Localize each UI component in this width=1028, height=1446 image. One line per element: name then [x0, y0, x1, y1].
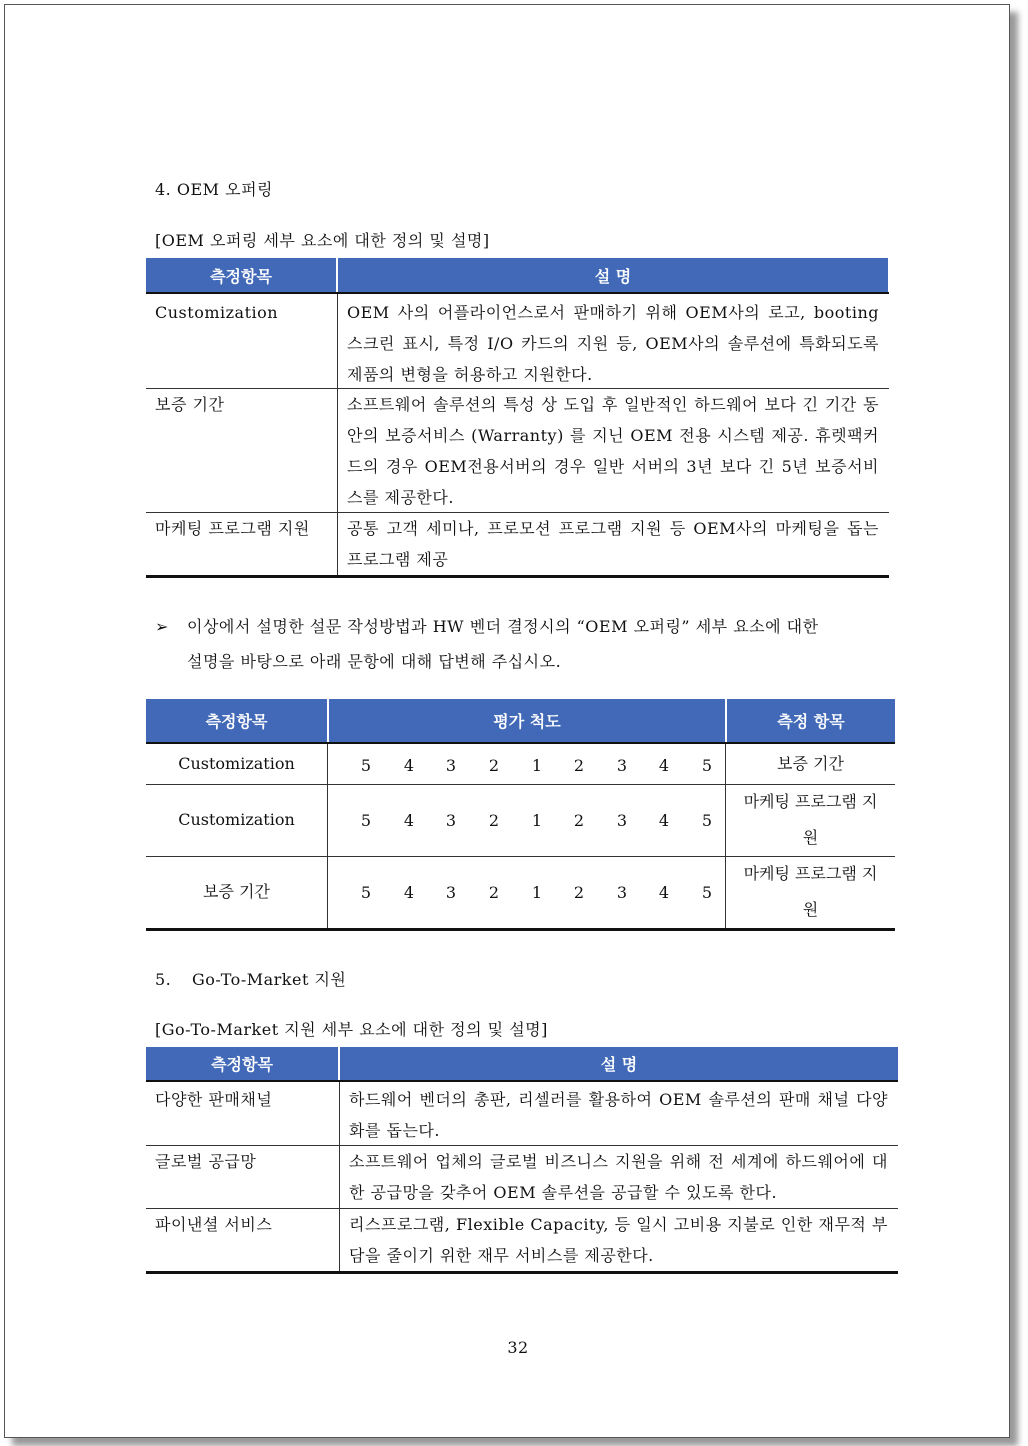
scale-point-3[interactable]: 3 — [616, 756, 628, 775]
scale-point-3[interactable]: 3 — [616, 811, 628, 830]
table-header-item: 측정항목 — [146, 258, 336, 292]
table-cell-desc: 소프트웨어 솔루션의 특성 상 도입 후 일반적인 하드웨어 보다 긴 기간 동안의 보증서비스 (Warranty) 를 지닌 OEM 전용 시스템 제공. 휴렛팩커드의 경우 OEM전용서버의 경우 일반 서버의 3년 보다 긴 5년 보증서비스를 제공한다. — [347, 395, 879, 507]
table-cell-desc: 소프트웨어 업체의 글로벌 비즈니스 지원을 위해 전 세계에 하드웨어에 대한 공급망을 갖추어 OEM 솔루션을 공급할 수 있도록 한다. — [349, 1152, 888, 1202]
table-header-desc: 설 명 — [340, 1047, 898, 1080]
eval-row-left: Customization — [178, 754, 295, 773]
eval-row-right: 보증 기간 — [777, 754, 844, 773]
column-divider — [339, 1082, 340, 1271]
scale-point-5[interactable]: 5 — [701, 883, 713, 902]
scale-point-3[interactable]: 3 — [445, 811, 457, 830]
page-number: 32 — [507, 1338, 529, 1357]
scale-point-4[interactable]: 4 — [658, 756, 670, 775]
table-cell-item: 마케팅 프로그램 지원 — [155, 519, 310, 538]
section-5-table-caption: [Go-To-Market 지원 세부 요소에 대한 정의 및 설명] — [155, 1020, 548, 1039]
table-header-desc: 설 명 — [338, 258, 888, 292]
section-4-table-caption: [OEM 오퍼링 세부 요소에 대한 정의 및 설명] — [155, 231, 490, 250]
table-cell-desc: 리스프로그램, Flexible Capacity, 등 일시 고비용 지불로 인한 재무적 부담을 줄이기 위한 재무 서비스를 제공한다. — [349, 1215, 888, 1265]
header-rule — [146, 1080, 898, 1082]
scale-point-1[interactable]: 1 — [531, 756, 543, 775]
scale-point-5[interactable]: 5 — [701, 811, 713, 830]
header-rule — [146, 292, 889, 294]
eval-bottom-rule — [146, 928, 895, 931]
scale-point-5[interactable]: 5 — [701, 756, 713, 775]
scale-point-4[interactable]: 4 — [658, 883, 670, 902]
scale-point-5[interactable]: 5 — [360, 756, 372, 775]
table-cell-item: 파이낸셜 서비스 — [155, 1215, 273, 1234]
table-bottom-rule — [146, 575, 889, 578]
section-5-heading-number: 5. — [155, 970, 172, 989]
table-cell-desc: OEM 사의 어플라이언스로서 판매하기 위해 OEM사의 로고, booting 스크린 표시, 특정 I/O 카드의 지원 등, OEM사의 솔루션에 특화되도록 제품의 변형을 허용하고 지원한다. — [347, 303, 879, 384]
eval-header-rule — [146, 742, 895, 744]
scale-point-4[interactable]: 4 — [403, 811, 415, 830]
table-cell-item: Customization — [155, 303, 279, 322]
scale-point-3[interactable]: 3 — [445, 756, 457, 775]
scale-point-2[interactable]: 2 — [573, 756, 585, 775]
table-cell-item: 보증 기간 — [155, 395, 225, 414]
table-cell-item: 다양한 판매채널 — [155, 1090, 273, 1109]
scale-point-5[interactable]: 5 — [360, 883, 372, 902]
scale-point-5[interactable]: 5 — [360, 811, 372, 830]
scale-point-2[interactable]: 2 — [488, 756, 500, 775]
bullet-arrow-icon: ➢ — [155, 617, 169, 636]
eval-header-right: 측정 항목 — [727, 699, 895, 742]
table-cell-item: 글로벌 공급망 — [155, 1152, 257, 1171]
scale-point-2[interactable]: 2 — [573, 883, 585, 902]
table-bottom-rule — [146, 1271, 898, 1274]
instruction-line-2: 설명을 바탕으로 아래 문항에 대해 답변해 주십시오. — [187, 652, 562, 671]
scale-point-2[interactable]: 2 — [488, 883, 500, 902]
eval-header-left: 측정항목 — [146, 699, 327, 742]
scale-point-4[interactable]: 4 — [403, 756, 415, 775]
scale-point-1[interactable]: 1 — [531, 883, 543, 902]
table-cell-desc: 하드웨어 벤더의 총판, 리셀러를 활용하여 OEM 솔루션의 판매 채널 다양화를 돕는다. — [349, 1090, 888, 1140]
column-divider — [337, 294, 338, 576]
scale-point-1[interactable]: 1 — [531, 811, 543, 830]
scale-point-2[interactable]: 2 — [573, 811, 585, 830]
eval-column-divider — [327, 744, 328, 928]
scale-point-2[interactable]: 2 — [488, 811, 500, 830]
table-cell-desc: 공통 고객 세미나, 프로모션 프로그램 지원 등 OEM사의 마케팅을 돕는 프로그램 제공 — [347, 519, 879, 569]
section-5-heading: Go-To-Market 지원 — [192, 970, 347, 989]
table-header-item: 측정항목 — [146, 1047, 338, 1080]
eval-row-right: 마케팅 프로그램 지원 — [743, 792, 878, 847]
section-4-heading: 4. OEM 오퍼링 — [155, 180, 273, 199]
eval-header-middle: 평가 척도 — [329, 699, 725, 742]
scale-point-3[interactable]: 3 — [445, 883, 457, 902]
scale-point-3[interactable]: 3 — [616, 883, 628, 902]
instruction-line-1: 이상에서 설명한 설문 작성방법과 HW 벤더 결정시의 “OEM 오퍼링” 세부 요소에 대한 — [187, 617, 819, 636]
scale-point-4[interactable]: 4 — [658, 811, 670, 830]
eval-row-right: 마케팅 프로그램 지원 — [743, 864, 878, 919]
scale-point-4[interactable]: 4 — [403, 883, 415, 902]
eval-row-left: 보증 기간 — [203, 882, 270, 901]
eval-row-left: Customization — [178, 810, 295, 829]
